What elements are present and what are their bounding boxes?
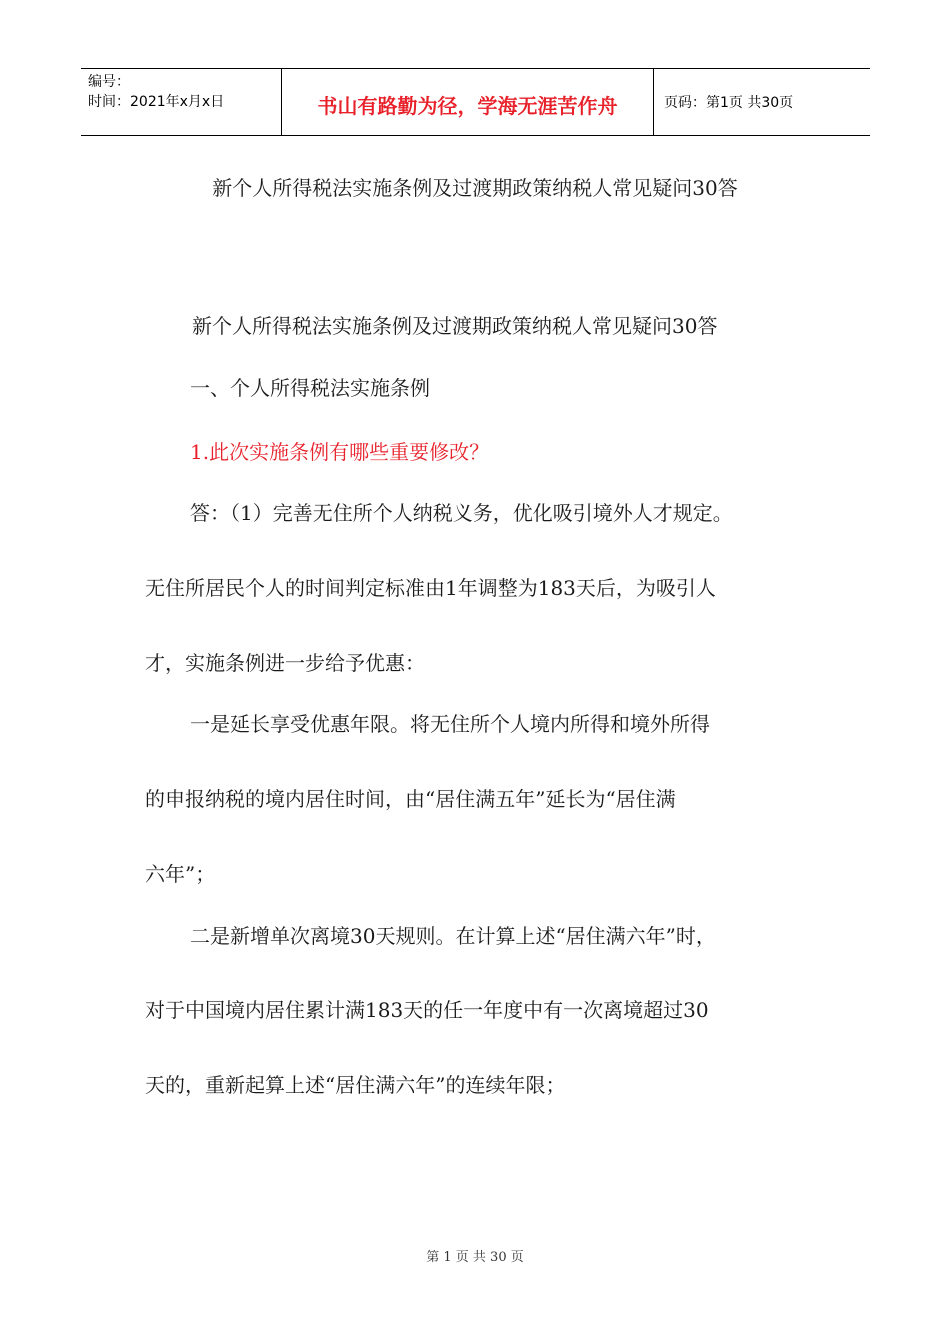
document-date-label: 时间：2021年x月x日: [88, 94, 225, 110]
motto-text: 书山有路勤为径，学海无涯苦作舟: [317, 93, 618, 118]
question-heading: 1.此次实施条例有哪些重要修改？: [190, 440, 490, 464]
body-paragraph-line: 对于中国境内居住累计满183天的任一年度中有一次离境超过30: [145, 998, 709, 1022]
document-number-label: 编号：: [88, 74, 130, 90]
header-page-label: 页码：第1页 共30页: [664, 95, 794, 111]
section-heading: 一、个人所得税法实施条例: [190, 376, 430, 400]
body-paragraph-line: 无住所居民个人的时间判定标准由1年调整为183天后，为吸引人: [145, 576, 716, 600]
body-paragraph-line: 答：（1）完善无住所个人纳税义务，优化吸引境外人才规定。: [190, 501, 733, 525]
page-footer: 第 1 页 共 30 页: [426, 1250, 524, 1265]
body-paragraph-line: 一是延长享受优惠年限。将无住所个人境内所得和境外所得: [190, 712, 710, 736]
body-paragraph-line: 二是新增单次离境30天规则。在计算上述“居住满六年”时，: [190, 924, 716, 948]
document-title: 新个人所得税法实施条例及过渡期政策纳税人常见疑问30答: [212, 176, 738, 200]
body-heading-repeat: 新个人所得税法实施条例及过渡期政策纳税人常见疑问30答: [192, 314, 718, 338]
body-paragraph-line: 的申报纳税的境内居住时间，由“居住满五年”延长为“居住满: [145, 787, 676, 811]
body-paragraph-line: 才，实施条例进一步给予优惠：: [145, 651, 425, 675]
header-meta-cell: [81, 69, 282, 135]
header-table: [81, 68, 870, 136]
body-paragraph-line: 六年”；: [145, 862, 216, 886]
header-motto-cell: [282, 69, 654, 135]
body-paragraph-line: 天的，重新起算上述“居住满六年”的连续年限；: [145, 1073, 566, 1097]
header-page-cell: [654, 69, 870, 135]
